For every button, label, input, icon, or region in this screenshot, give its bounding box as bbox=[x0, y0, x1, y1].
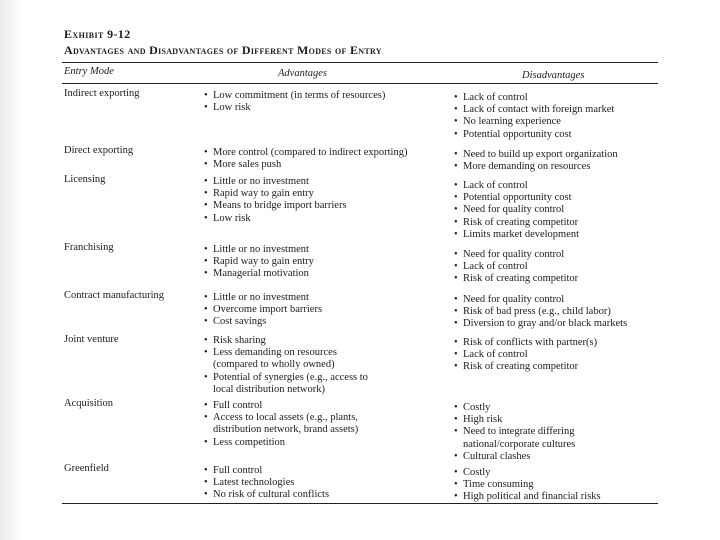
list-item: • Need to build up export organization bbox=[454, 149, 664, 161]
advantages-list bbox=[204, 244, 444, 281]
header-rule bbox=[62, 83, 658, 84]
entry-mode-greenfield: Greenfield bbox=[64, 463, 109, 474]
list-item: • Little or no investment bbox=[204, 292, 444, 304]
header-entry-mode: Entry Mode bbox=[64, 66, 114, 77]
list-item: • High political and financial risks bbox=[454, 491, 664, 503]
list-item: • Access to local assets (e.g., plants, distribution network, brand assets) bbox=[204, 412, 444, 436]
advantages-list bbox=[204, 400, 444, 449]
header-advantages: Advantages bbox=[278, 68, 327, 79]
list-item: • Potential of synergies (e.g., access to local distribution network) bbox=[204, 372, 444, 396]
list-item: • Means to bridge import barriers bbox=[204, 200, 444, 212]
advantages-list bbox=[204, 176, 444, 225]
list-item: • Lack of control bbox=[454, 92, 664, 104]
list-item: • Need for quality control bbox=[454, 294, 664, 306]
entry-mode-indirect-exporting: Indirect exporting bbox=[64, 88, 140, 99]
list-item: • Risk of conflicts with partner(s) bbox=[454, 337, 664, 349]
top-rule bbox=[62, 62, 658, 63]
list-item: • Cost savings bbox=[204, 316, 444, 328]
bottom-rule bbox=[62, 503, 658, 504]
list-item: • Little or no investment bbox=[204, 176, 444, 188]
list-item: • Costly bbox=[454, 402, 664, 414]
list-item: • Costly bbox=[454, 467, 664, 479]
list-item: • Potential opportunity cost bbox=[454, 129, 664, 141]
advantages-list bbox=[204, 90, 444, 114]
list-item: • Rapid way to gain entry bbox=[204, 188, 444, 200]
disadvantages-list bbox=[454, 402, 664, 463]
list-item: • Low risk bbox=[204, 213, 444, 225]
list-item: • Time consuming bbox=[454, 479, 664, 491]
list-item: • More demanding on resources bbox=[454, 161, 664, 173]
list-item: • Full control bbox=[204, 465, 444, 477]
advantages-list bbox=[204, 465, 444, 502]
disadvantages-list bbox=[454, 180, 664, 241]
list-item: • Lack of control bbox=[454, 180, 664, 192]
list-item: • Managerial motivation bbox=[204, 268, 444, 280]
header-disadvantages: Disadvantages bbox=[522, 70, 585, 81]
list-item: • Full control bbox=[204, 400, 444, 412]
list-item: • Lack of control bbox=[454, 349, 664, 361]
list-item: • High risk bbox=[454, 414, 664, 426]
disadvantages-list bbox=[454, 249, 664, 286]
entry-mode-franchising: Franchising bbox=[64, 242, 114, 253]
advantages-list bbox=[204, 292, 444, 329]
disadvantages-list bbox=[454, 337, 664, 374]
disadvantages-list bbox=[454, 467, 664, 504]
list-item: • Need for quality control bbox=[454, 204, 664, 216]
list-item: • Need for quality control bbox=[454, 249, 664, 261]
list-item: • More sales push bbox=[204, 159, 444, 171]
entry-mode-joint-venture: Joint venture bbox=[64, 334, 119, 345]
list-item: • No learning experience bbox=[454, 116, 664, 128]
list-item: • Lack of control bbox=[454, 261, 664, 273]
list-item: • Low risk bbox=[204, 102, 444, 114]
exhibit-label: Exhibit 9-12 bbox=[64, 27, 131, 41]
list-item: • Potential opportunity cost bbox=[454, 192, 664, 204]
list-item: • Overcome import barriers bbox=[204, 304, 444, 316]
entry-mode-acquisition: Acquisition bbox=[64, 398, 113, 409]
list-item: • Risk of creating competitor bbox=[454, 217, 664, 229]
disadvantages-list bbox=[454, 149, 664, 173]
list-item: • Rapid way to gain entry bbox=[204, 256, 444, 268]
list-item: • Less competition bbox=[204, 437, 444, 449]
list-item: • No risk of cultural conflicts bbox=[204, 489, 444, 501]
list-item: • Little or no investment bbox=[204, 244, 444, 256]
list-item: • Risk of creating competitor bbox=[454, 273, 664, 285]
list-item: • Risk sharing bbox=[204, 335, 444, 347]
scan-shadow-edge bbox=[0, 0, 22, 540]
disadvantages-list bbox=[454, 92, 664, 141]
list-item: • Need to integrate differing national/corporate cultures bbox=[454, 426, 664, 450]
advantages-list bbox=[204, 335, 444, 396]
disadvantages-list bbox=[454, 294, 664, 331]
exhibit-title: Advantages and Disadvantages of Different Modes of Entry bbox=[64, 43, 382, 57]
advantages-list bbox=[204, 147, 444, 171]
entry-mode-contract-manufacturing: Contract manufacturing bbox=[64, 290, 165, 301]
list-item: • Diversion to gray and/or black markets bbox=[454, 318, 664, 330]
list-item: • Cultural clashes bbox=[454, 451, 664, 463]
list-item: • Risk of creating competitor bbox=[454, 361, 664, 373]
list-item: • Latest technologies bbox=[204, 477, 444, 489]
entry-mode-direct-exporting: Direct exporting bbox=[64, 145, 134, 156]
list-item: • Less demanding on resources (compared to wholly owned) bbox=[204, 347, 444, 371]
list-item: • Limits market development bbox=[454, 229, 664, 241]
list-item: • Low commitment (in terms of resources) bbox=[204, 90, 444, 102]
list-item: • More control (compared to indirect exporting) bbox=[204, 147, 444, 159]
list-item: • Lack of contact with foreign market bbox=[454, 104, 664, 116]
entry-mode-licensing: Licensing bbox=[64, 174, 106, 185]
list-item: • Risk of bad press (e.g., child labor) bbox=[454, 306, 664, 318]
